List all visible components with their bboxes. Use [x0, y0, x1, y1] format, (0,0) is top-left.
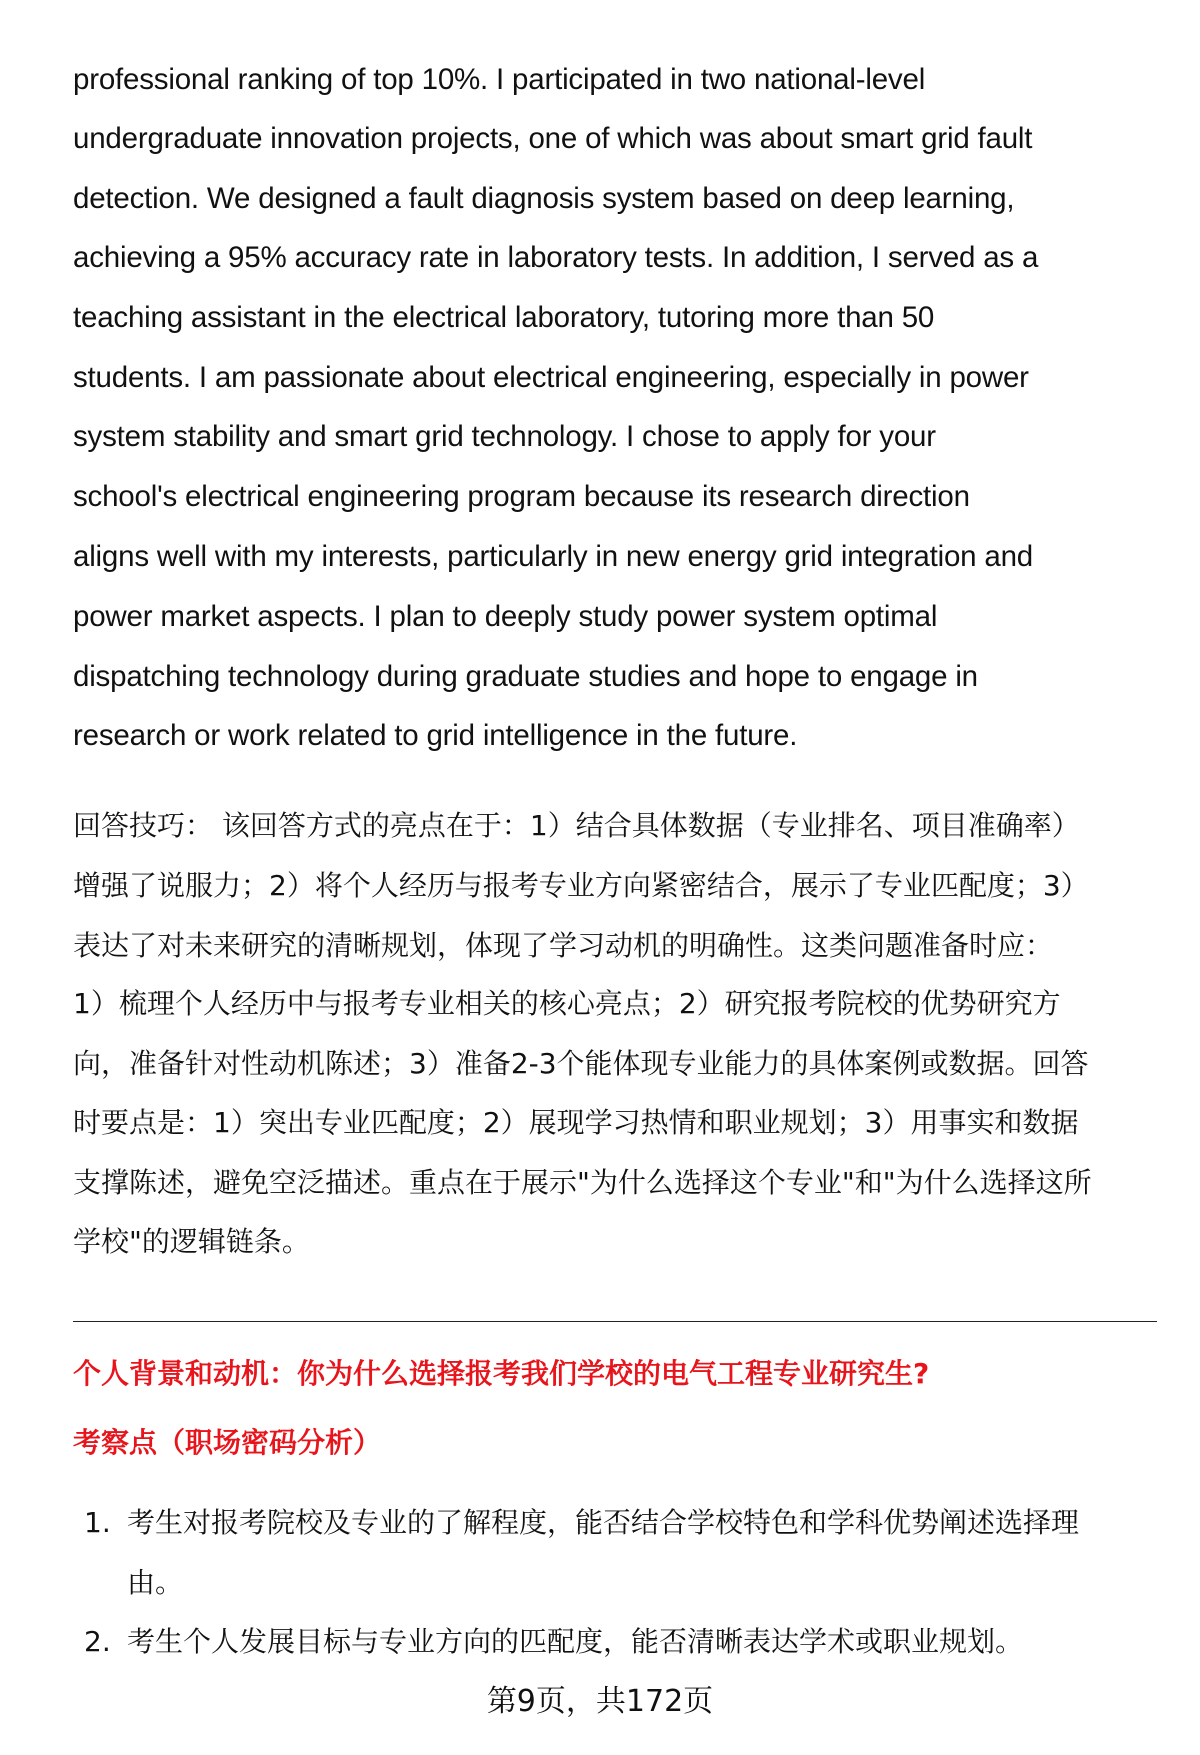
list-item-line: 考生对报考院校及专业的了解程度，能否结合学校特色和学科优势阐述选择理	[127, 1506, 1080, 1539]
answer-line: professional ranking of top 10%. I participated in two national-level	[73, 63, 926, 96]
tips-line: 向，准备针对性动机陈述；3）准备2-3个能体现专业能力的具体案例或数据。回答	[73, 1047, 1089, 1080]
page-number: 第9页，共172页	[486, 1684, 714, 1719]
question-title: 个人背景和动机：你为什么选择报考我们学校的电气工程专业研究生?	[73, 1357, 930, 1390]
analysis-title: 考察点（职场密码分析）	[73, 1426, 382, 1459]
answer-line: aligns well with my interests, particularly in new energy grid integration and	[73, 540, 1034, 573]
tips-line: 表达了对未来研究的清晰规划，体现了学习动机的明确性。这类问题准备时应：	[73, 929, 1054, 962]
list-item-line: 由。	[127, 1566, 184, 1599]
tips-line: 学校"的逻辑链条。	[73, 1225, 310, 1258]
answer-line: undergraduate innovation projects, one of which was about smart grid fault	[73, 122, 1033, 155]
answer-line: students. I am passionate about electrical engineering, especially in power	[73, 361, 1029, 394]
section-divider	[73, 1321, 1157, 1322]
answer-line: research or work related to grid intelligence in the future.	[73, 719, 798, 752]
list-number: 1.	[84, 1506, 111, 1539]
answer-line: dispatching technology during graduate studies and hope to engage in	[73, 660, 978, 693]
list-number: 2.	[84, 1625, 111, 1658]
tips-line: 增强了说服力；2）将个人经历与报考专业方向紧密结合，展示了专业匹配度；3）	[73, 869, 1089, 902]
answer-line: power market aspects. I plan to deeply study power system optimal	[73, 600, 938, 633]
tips-line: 回答技巧： 该回答方式的亮点在于：1）结合具体数据（专业排名、项目准确率）	[73, 809, 1080, 842]
tips-line: 支撑陈述，避免空泛描述。重点在于展示"为什么选择这个专业"和"为什么选择这所	[73, 1166, 1092, 1199]
list-item-line: 考生个人发展目标与专业方向的匹配度，能否清晰表达学术或职业规划。	[127, 1625, 1024, 1658]
answer-line: system stability and smart grid technology. I chose to apply for your	[73, 420, 936, 453]
answer-line: teaching assistant in the electrical laboratory, tutoring more than 50	[73, 301, 935, 334]
tips-line: 时要点是：1）突出专业匹配度；2）展现学习热情和职业规划；3）用事实和数据	[73, 1106, 1079, 1139]
answer-line: school's electrical engineering program because its research direction	[73, 480, 970, 513]
answer-line: achieving a 95% accuracy rate in laboratory tests. In addition, I served as a	[73, 241, 1039, 274]
tips-line: 1）梳理个人经历中与报考专业相关的核心亮点；2）研究报考院校的优势研究方	[73, 987, 1061, 1020]
answer-line: detection. We designed a fault diagnosis system based on deep learning,	[73, 182, 1015, 215]
